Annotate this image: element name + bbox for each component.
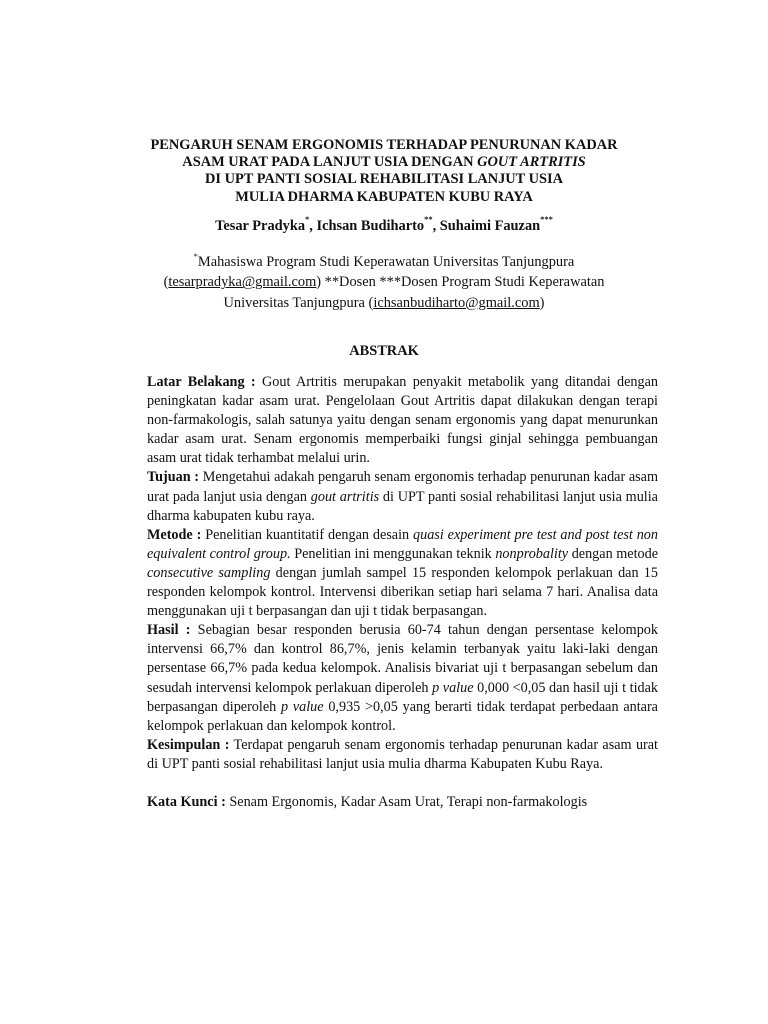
title-line-3: DI UPT PANTI SOSIAL REHABILITASI LANJUT USIA <box>205 171 563 188</box>
abstract-heading: ABSTRAK <box>349 343 419 359</box>
author-1-mark: * <box>305 214 310 224</box>
affiliation-line-2: (tesarpradyka@gmail.com) **Dosen ***Dosen Program Studi Keperawatan <box>163 274 605 291</box>
email-link-2[interactable]: ichsanbudiharto@gmail.com <box>373 294 540 311</box>
author-2: Ichsan Budiharto <box>316 218 425 234</box>
author-2-mark: ** <box>424 214 433 224</box>
title-line-4: MULIA DHARMA KABUPATEN KUBU RAYA <box>235 188 533 205</box>
keywords <box>147 793 658 812</box>
section-label: Metode : <box>147 526 202 543</box>
affiliation-line-3: Universitas Tanjungpura (ichsanbudiharto@gmail.com) <box>223 294 545 311</box>
affiliation <box>0 252 768 313</box>
section-hasil: Hasil : Sebagian besar responden berusia 60-74 tahun dengan persentase kelompok intervensi 66,7% dan kontrol 86,7%, jenis kelamin terbanyak yaitu laki-laki dengan persentase 66,7% pada kedua kelompok. Analisis bivariat uji t berpasangan sebelum dan sesudah intervensi kelompok perlakuan diperoleh p value 0,000 <0,05 dan hasil uji t tidak berpasangan diperoleh p value 0,935 >0,05 yang berarti tidak terdapat perbedaan antara kelompok perlakuan dan kelompok kontrol. <box>147 622 658 734</box>
affiliation-line-1: *Mahasiswa Program Studi Keperawatan Universitas Tanjungpura <box>193 251 575 270</box>
title-line-1: PENGARUH SENAM ERGONOMIS TERHADAP PENURUNAN KADAR <box>150 137 618 153</box>
section-label: Tujuan : <box>147 469 200 486</box>
keywords-text: Senam Ergonomis, Kadar Asam Urat, Terapi non-farmakologis <box>225 794 588 810</box>
paper-title <box>0 137 768 206</box>
author-3: Suhaimi Fauzan <box>439 218 541 234</box>
section-label: Latar Belakang : <box>147 374 256 390</box>
title-italic-term: GOUT ARTRITIS <box>477 154 586 171</box>
section-tujuan: Tujuan : Mengetahui adakah pengaruh senam ergonomis terhadap penurunan kadar asam urat pada lanjut usia dengan gout artritis di UPT panti sosial rehabilitasi lanjut usia mulia dharma kabupaten kubu raya. <box>147 469 658 524</box>
section-label: Hasil : <box>147 622 191 639</box>
section-kesimpulan: Kesimpulan : Terdapat pengaruh senam ergonomis terhadap penurunan kadar asam urat di UPT panti sosial rehabilitasi lanjut usia mulia dharma Kabupaten Kubu Raya. <box>147 736 658 772</box>
title-line-2: ASAM URAT PADA LANJUT USIA DENGAN GOUT ARTRITIS <box>182 154 586 171</box>
keywords-label: Kata Kunci : <box>147 794 226 810</box>
author-3-mark: *** <box>540 214 553 224</box>
section-metode: Metode : Penelitian kuantitatif dengan desain quasi experiment pre test and post test non equivalent control group. Penelitian ini menggunakan teknik nonprobality dengan metode consecutive sampling dengan jumlah sampel 15 responden kelompok perlakuan dan 15 responden kelompok kontrol. Intervensi diberikan setiap hari selama 7 hari. Analisa data menggunakan uji t berpasangan dan uji t tidak berpasangan. <box>147 526 659 620</box>
section-label: Kesimpulan : <box>147 736 230 753</box>
abstract-body <box>147 373 658 774</box>
author-list: Tesar Pradyka*, Ichsan Budiharto**, Suhaimi Fauzan*** <box>215 214 553 234</box>
section-latar-belakang: Latar Belakang : Gout Artritis merupakan penyakit metabolik yang ditandai dengan peningkatan kadar asam urat. Pengelolaan Gout Artritis dapat dilakukan dengan terapi non-farmakologis, salah satunya yaitu dengan senam ergonomis yang dapat menurunkan kadar asam urat. Senam ergonomis memperbaiki fungsi ginjal sehingga pembuangan asam urat tidak terhambat melalui urin. <box>147 374 658 467</box>
author-1: Tesar Pradyka <box>215 218 306 234</box>
email-link-1[interactable]: tesarpradyka@gmail.com <box>168 274 317 291</box>
